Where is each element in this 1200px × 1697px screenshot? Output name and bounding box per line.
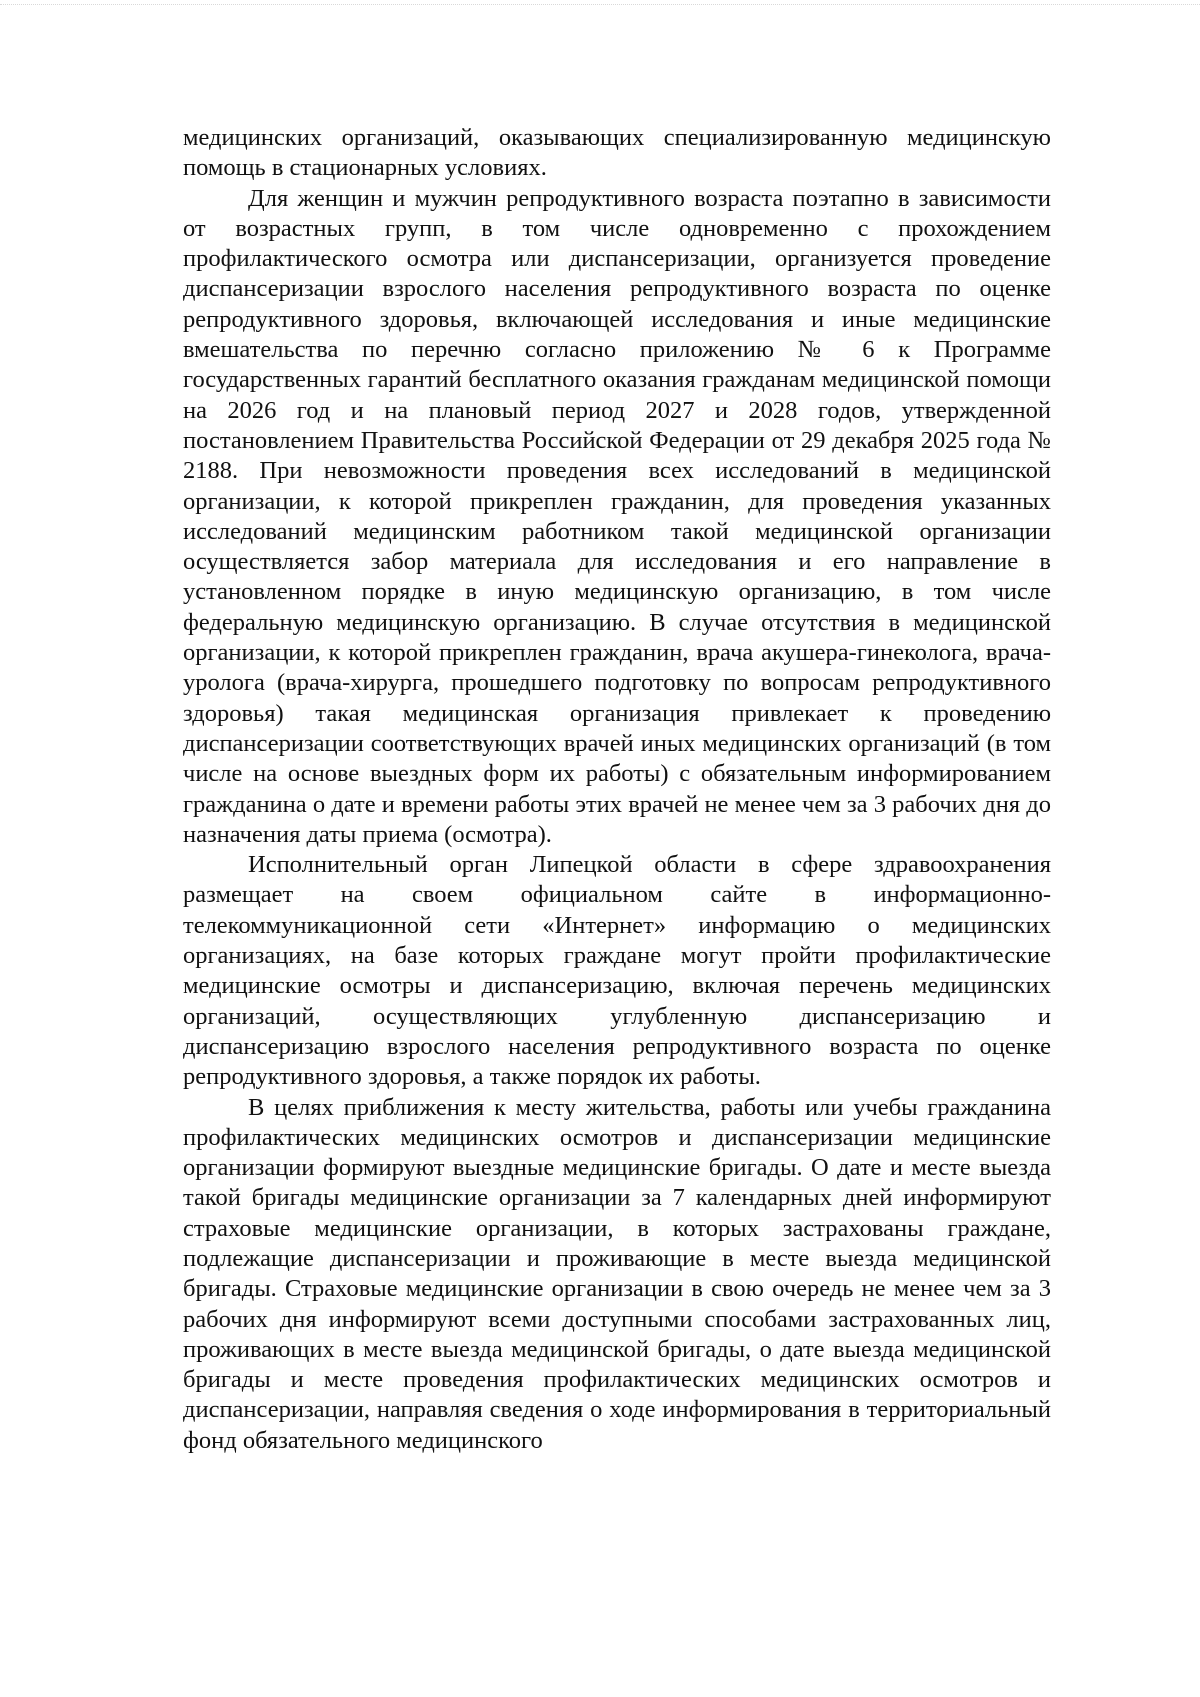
paragraph-continuation: медицинских организаций, оказывающих специализированную медицинскую помощь в стационарных условиях. <box>183 124 1051 182</box>
paragraph-health-authority-website: Исполнительный орган Липецкой области в сфере здравоохранения размещает на своем официальном сайте в информационно-телекоммуникационной сети «Интернет» информацию о медицинских организациях, на базе которых граждане могут пройти профилактические медицинские осмотры и диспансеризацию, включая перечень медицинских организаций, осуществляющих углубленную диспансеризацию и диспансеризацию взрослого населения репродуктивного возраста по оценке репродуктивного здоровья, а также порядок их работы. <box>183 851 1051 1091</box>
page-top-edge <box>0 4 1200 5</box>
document-body <box>183 123 1051 1456</box>
paragraph-reproductive-dispensarization: Для женщин и мужчин репродуктивного возраста поэтапно в зависимости от возрастных групп, в том числе одновременно с прохождением профилактического осмотра или диспансеризации, организуется проведение диспансеризации взрослого населения репродуктивного возраста по оценке репродуктивного здоровья, включающей исследования и иные медицинские вмешательства по перечню согласно приложению № 6 к Программе государственных гарантий бесплатного оказания гражданам медицинской помощи на 2026 год и на плановый период 2027 и 2028 годов, утвержденной постановлением Правительства Российской Федерации от 29 декабря 2025 года № 2188. При невозможности проведения всех исследований в медицинской организации, к которой прикреплен гражданин, для проведения указанных исследований медицинским работником такой медицинской организации осуществляется забор материала для исследования и его направление в установленном порядке в иную медицинскую организацию, в том числе федеральную медицинскую организацию. В случае отсутствия в медицинской организации, к которой прикреплен гражданин, врача акушера-гинеколога, врача-уролога (врача-хирурга, прошедшего подготовку по вопросам репродуктивного здоровья) такая медицинская организация привлекает к проведению диспансеризации соответствующих врачей иных медицинских организаций (в том числе на основе выездных форм их работы) с обязательным информированием гражданина о дате и времени работы этих врачей не менее чем за 3 рабочих дня до назначения даты приема (осмотра). <box>183 184 1051 848</box>
paragraph-mobile-medical-teams: В целях приближения к месту жительства, работы или учебы гражданина профилактических медицинских осмотров и диспансеризации медицинские организации формируют выездные медицинские бригады. О дате и месте выезда такой бригады медицинские организации за 7 календарных дней информируют страховые медицинские организации, в которых застрахованы граждане, подлежащие диспансеризации и проживающие в месте выезда медицинской бригады. Страховые медицинские организации в свою очередь не менее чем за 3 рабочих дня информируют всеми доступными способами застрахованных лиц, проживающих в месте выезда медицинской бригады, о дате выезда медицинской бригады и месте проведения профилактических медицинских осмотров и диспансеризации, направляя сведения о ходе информирования в территориальный фонд обязательного медицинского <box>183 1093 1051 1454</box>
